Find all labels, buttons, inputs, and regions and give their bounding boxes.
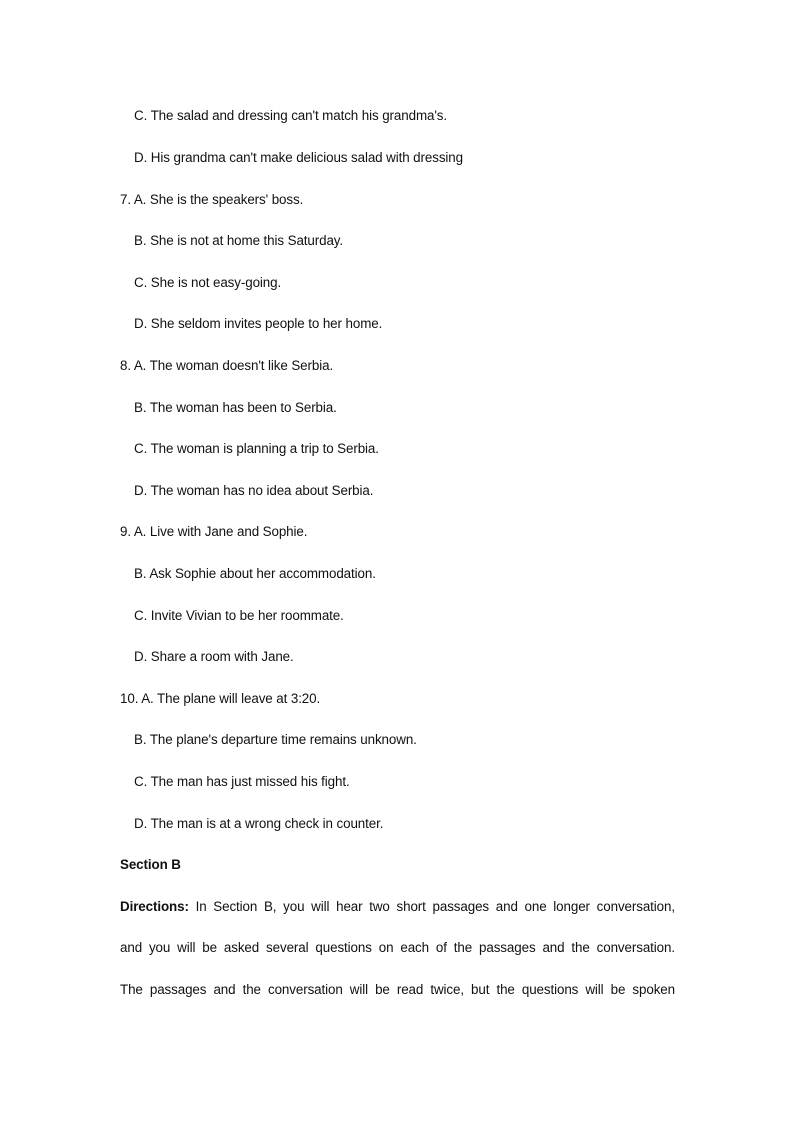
q7-option-d: D. She seldom invites people to her home. — [134, 316, 383, 331]
q9-option-a: 9. A. Live with Jane and Sophie. — [120, 524, 308, 539]
q7-option-c: C. She is not easy-going. — [134, 275, 282, 290]
q8-option-c: C. The woman is planning a trip to Serbia. — [134, 441, 379, 456]
q7-option-b: B. She is not at home this Saturday. — [134, 233, 344, 248]
q10-option-b: B. The plane's departure time remains unknown. — [134, 732, 417, 747]
q10-option-d: D. The man is at a wrong check in counter. — [134, 816, 384, 831]
q6-option-d: D. His grandma can't make delicious salad with dressing — [134, 150, 463, 165]
directions-line-2: and you will be asked several questions on each of the passages and the conversation. — [120, 940, 675, 955]
section-b-heading: Section B — [120, 857, 181, 872]
q10-option-a: 10. A. The plane will leave at 3:20. — [120, 691, 321, 706]
q6-option-c: C. The salad and dressing can't match his grandma's. — [134, 108, 448, 123]
q10-option-c: C. The man has just missed his fight. — [134, 774, 350, 789]
q9-option-b: B. Ask Sophie about her accommodation. — [134, 566, 376, 581]
q9-option-c: C. Invite Vivian to be her roommate. — [134, 608, 344, 623]
q8-option-d: D. The woman has no idea about Serbia. — [134, 483, 374, 498]
directions-label: Directions: — [120, 899, 189, 914]
directions-text-1: In Section B, you will hear two short passages and one longer conversation, — [188, 899, 675, 914]
q8-option-a: 8. A. The woman doesn't like Serbia. — [120, 358, 334, 373]
q8-option-b: B. The woman has been to Serbia. — [134, 400, 337, 415]
q7-option-a: 7. A. She is the speakers' boss. — [120, 192, 304, 207]
directions-line-1 — [120, 898, 675, 916]
directions-line-3: The passages and the conversation will be read twice, but the questions will be spoken — [120, 982, 675, 997]
q9-option-d: D. Share a room with Jane. — [134, 649, 294, 664]
